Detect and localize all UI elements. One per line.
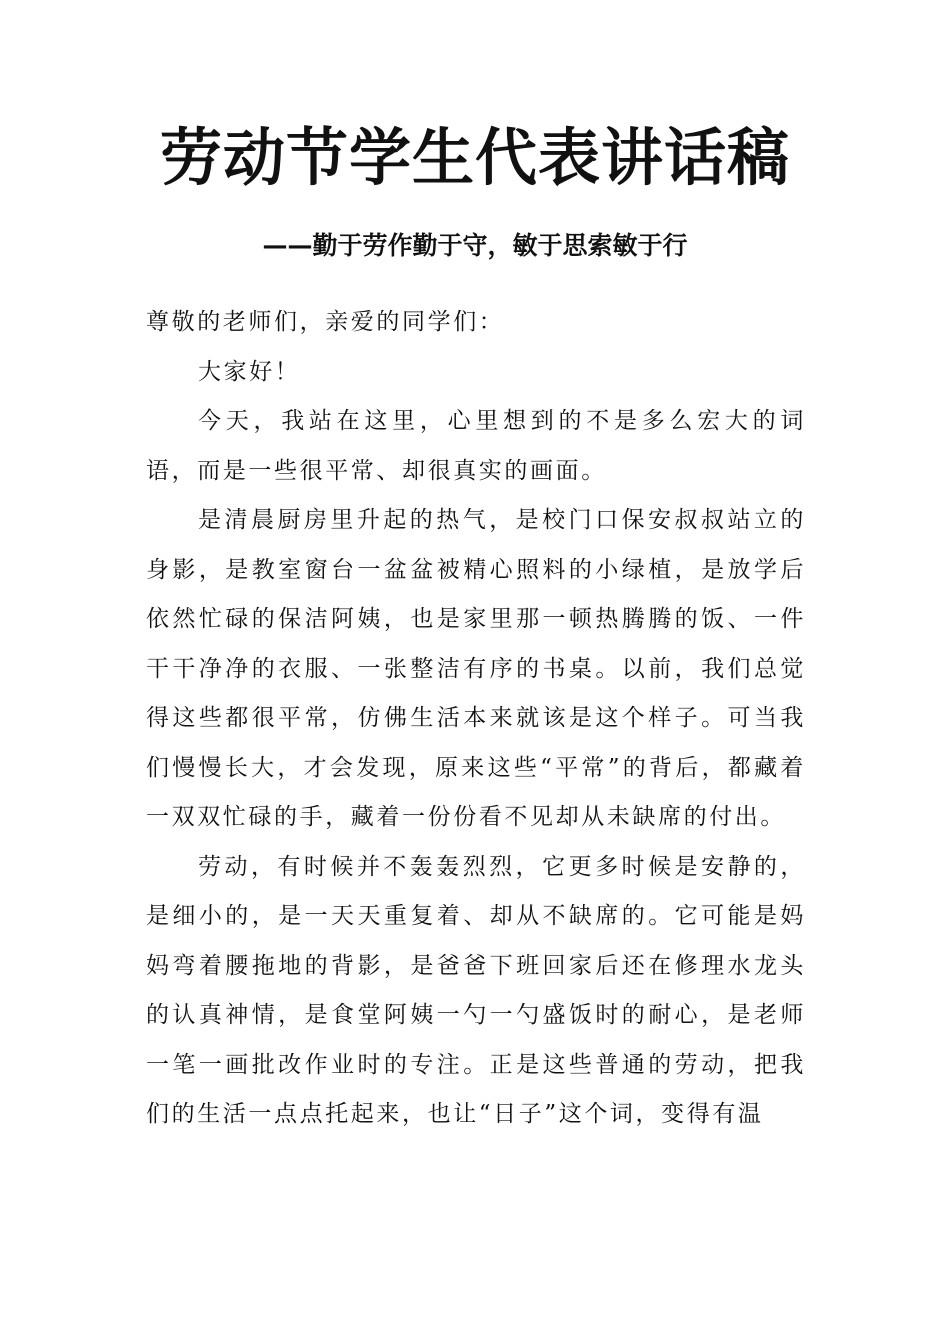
document-body — [146, 298, 806, 1140]
salutation: 尊敬的老师们，亲爱的同学们： — [146, 309, 505, 335]
paragraph-1: 今天，我站在这里，心里想到的不是多么宏大的词语，而是一些很平常、却很真实的画面。 — [146, 408, 806, 484]
paragraph-2: 是清晨厨房里升起的热气，是校门口保安叔叔站立的身影，是教室窗台一盆盆被精心照料的小绿植，是放学后依然忙碌的保洁阿姨，也是家里那一顿热腾腾的饭、一件干干净净的衣服、一张整洁有序的书桌。以前，我们总觉得这些都很平常，仿佛生活本来就该是这个样子。可当我们慢慢长大，才会发现，原来这些“平常”的背后，都藏着一双双忙碌的手，藏着一份份看不见却从未缺席的付出。 — [146, 507, 806, 830]
greeting: 大家好！ — [198, 358, 301, 385]
paragraph-3: 劳动，有时候并不轰轰烈烈，它更多时候是安静的，是细小的，是一天天重复着、却从不缺席的。它可能是妈妈弯着腰拖地的背影，是爸爸下班回家后还在修理水龙头的认真神情，是食堂阿姨一勺一勺盛饭时的耐心，是老师一笔一画批改作业时的专注。正是这些普通的劳动，把我们的生活一点点托起来，也让“日子”这个词，变得有温 — [146, 853, 806, 1127]
document-title: 劳动节学生代表讲话稿 — [159, 121, 790, 194]
document-subtitle: ——勤于劳作勤于守，敏于思索敏于行 — [262, 231, 688, 260]
